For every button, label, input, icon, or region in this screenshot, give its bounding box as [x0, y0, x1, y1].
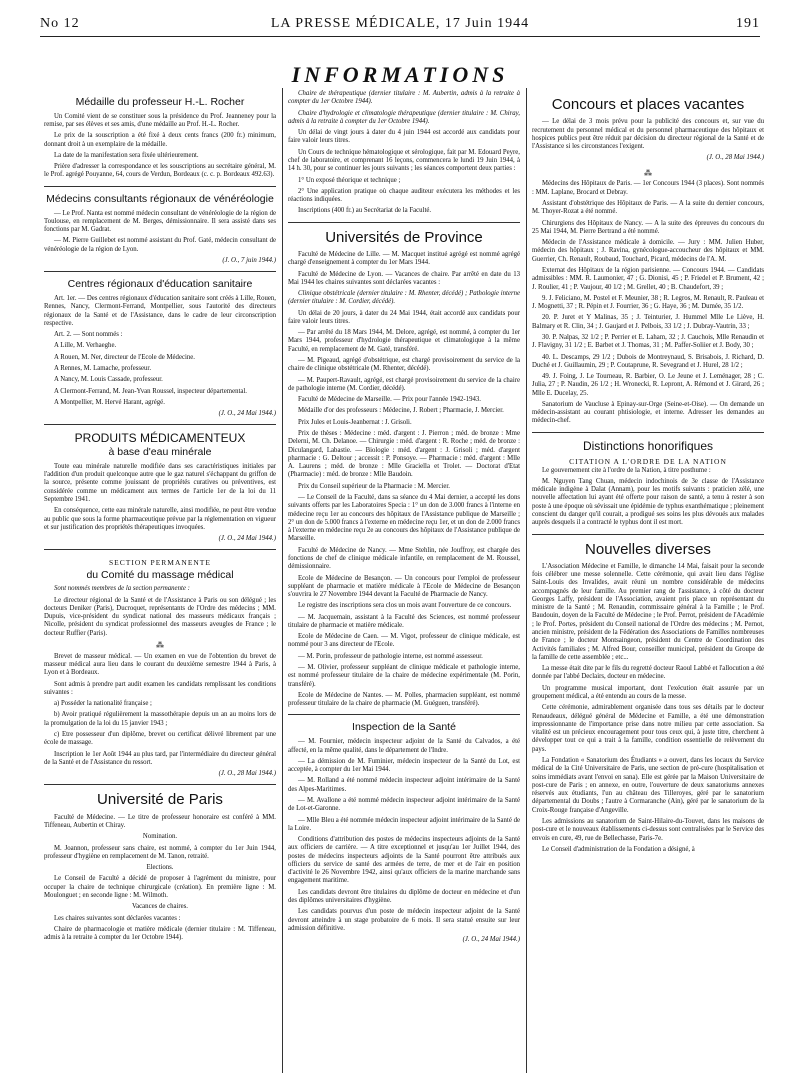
paragraph: 9. J. Feliciano, M. Postel et F. Meunier, 38 ; R. Legros, M. Renault, R. Pauleau et J. Mognetti, 37 ; R. Pépin et J. Fourrier, 36 ; G. Haye, 36 ; M. Dumée, 35 1/2.	[532, 294, 764, 311]
paragraph: Chirurgiens des Hôpitaux de Nancy. — A la suite des épreuves du concours du 25 Mai 1944, M. Pierre Bertrand a été nommé.	[532, 219, 764, 235]
paragraph: — Mlle Bleu a été nommée médecin inspecteur adjoint intérimaire de la Santé de la Loire.	[288, 816, 520, 832]
paragraph: Faculté de Médecine de Marseille. — Prix pour l'année 1942-1943.	[298, 396, 481, 404]
section-universites-province	[288, 229, 520, 709]
divider	[532, 534, 764, 535]
subheading: Vacances de chaires.	[131, 903, 189, 911]
paragraph: Conditions d'attribution des postes de médecins inspecteurs adjoints de la Santé aux officiers de carrière. — A titre exceptionnel et jusqu'au 1er Juillet 1944, des postes de médecins inspecteurs adjoints de la Santé pourront être attribués aux officiers du service de santé des armées de terre, de mer et de l'air en position d'activité le 26 Novembre 1942, ainsi qu'aux officiers de la marine marchande sans engagement maritime.	[288, 836, 520, 885]
section-title: PRODUITS MÉDICAMENTEUX	[74, 431, 246, 446]
paragraph: Médecin de l'Assistance médicale à domicile. — Jury : MM. Julien Huber, médecin des hôpitaux ; J. Ravina, gynécologue-accoucheur des hôpitaux et MM. Guerrier, Ch. Renault, Roubaud, Touchard, Picard, médecins de l'A. M.	[532, 239, 764, 263]
section-distinctions	[532, 439, 764, 528]
paragraph: 30. P. Nalpas, 32 1/2 ; P. Perrier et E. Laham, 32 ; J. Cauchois, Mlle Renaudin et J. Flavigny, 31 1/2 ; E. Barbet et J. Thomas, 31 ; M. Paffer-Soliier et J. Body, 30 ;	[532, 333, 764, 350]
paragraph: M. Joannon, professeur sans chaire, est nommé, à compter du 1er Juin 1944, professeur d'hygiène en remplacement de M. Tanon, retraité.	[44, 844, 276, 860]
separator-stars: ⁂	[644, 168, 652, 178]
paragraph: — M. Jacquemain, assistant à la Faculté des Sciences, est nommé professeur titulaire de pharmacie et matière médicale.	[288, 613, 520, 629]
paragraph: a) Posséder la nationalité française ;	[54, 700, 152, 708]
column-3	[532, 90, 764, 1070]
paragraph: Prière d'adresser la correspondance et les souscriptions au secrétaire général, M. le Prof. agrégé Pouyanne, 64, cours de Verdun, Bordeaux (c. c. p. Bordeaux 492.63).	[44, 163, 276, 179]
paragraph: Assistant d'obstétrique des Hôpitaux de Paris. — A la suite du dernier concours, M. Thoyer-Rozat a été nommé.	[532, 200, 764, 216]
paragraph: L'Association Médecine et Famille, le dimanche 14 Mai, faisait pour la seconde fois célébrer une messe solennelle. Cette cérémonie, qui avait lieu dans l'église Saint-Louis des Invalides, avait réuni un nombre considérable de médecins accompagnés de leur famille. Au premier rang de l'assistance, à côté du docteur Georges Laffy, président de l'Association, avaient pris place un représentant du ministre de la Santé ; M. Renaudin, commissaire général à la Famille ; le Prof. Baudouin, doyen de la Faculté de Médecine ; le Prof. Perrot, président de l'Académie ; le Prof. Portes, président du Conseil national de l'Ordre des médecins ; M. Pernot, ancien ministre, président de la Fédération des Associations de Familles nombreuses de France ; le docteur Montsaingeon, président du Centre de Coordination des Activités familiales ; M. Alfred Bour, conseiller municipal, président du Groupe de la famille de cette assemblée ; etc...	[532, 562, 764, 661]
paragraph: — M. Avallone a été nommé médecin inspecteur adjoint intérimaire de la Santé de Lot-et-Garonne.	[288, 796, 520, 813]
paragraph: Sanatorium de Vaucluse à Epinay-sur-Orge (Seine-et-Oise). — On demande un médecin-assistant au courant phtisiologie, et interne. Adresser les demandes au médecin-chef.	[532, 400, 764, 425]
source-citation: (J. O., 24 Mai 1944.)	[462, 936, 520, 944]
paragraph: 49. J. Foing, J. Le Tourneau, R. Barbier, O. Le Jeune et J. Leménager, 28 ; C. Julia, 27 ; P. Naudin, 26 1/2 ; H. Wronecki, R. Lepront, A. Rémond et J. Girard, 26 ; Mlle E. Ducelay, 25.	[532, 373, 764, 397]
paragraph: Chaire d'hydrologie et climatologie thérapeutique (dernier titulaire : M. Chiray, admis à la retraite à compter du 1er Octobre 1944).	[288, 109, 520, 125]
paragraph: Chaire de thérapeutique (dernier titulaire : M. Aubertin, admis à la retraite à compter du 1er Octobre 1944).	[288, 90, 520, 106]
source-citation: (J. O., 24 Mai 1944.)	[218, 410, 276, 418]
paragraph: Ecole de Médecine de Caen. — M. Vigot, professeur de clinique médicale, est nommé pour 3 ans directeur de l'Ecole.	[288, 633, 520, 649]
paragraph: A Lille, M. Verhaeghe.	[54, 342, 117, 350]
paragraph: A Montpellier, M. Hervé Harant, agrégé.	[54, 398, 165, 406]
page-number: 191	[736, 16, 760, 31]
paragraph: Le gouvernement cite à l'ordre de la Nation, à titre posthume :	[542, 466, 711, 474]
section-concours	[532, 96, 764, 426]
paragraph: Un Cours de technique hématologique et sérologique, fait par M. Edouard Peyre, chef de laboratoire, et comprenant 16 leçons, commencera le lundi 19 Juin 1944, à 14 h. 30, pour se continuer les jours suivants ; les séances comportent deux parties :	[288, 148, 520, 173]
source-citation: (J. O., 28 Mai 1944.)	[706, 154, 764, 162]
section-title: Concours et places vacantes	[551, 96, 745, 113]
paragraph: — M. Olivier, professeur suppléant de clinique médicale et pathologie interne, est nommé professeur titulaire de la chaire de médecine expérimentale (M. Porin, transféré).	[288, 664, 520, 688]
section-produits-medicamenteux	[44, 431, 276, 543]
paragraph: Un délai de vingt jours à dater du 4 juin 1944 est accordé aux candidats pour faire valoir leurs titres.	[288, 129, 520, 145]
source-citation: (J. O., 28 Mai 1944.)	[218, 770, 276, 778]
paragraph: Ecole de Médecine de Besançon. — Un concours pour l'emploi de professeur suppléant de pharmacie et matière médicale à l'Ecole de Médecine de Besançon s'ouvrira le 27 Novembre 1944 devant la Faculté de Pharmacie de Nancy.	[288, 574, 520, 599]
paragraph: Prix de thèses : Médecine : méd. d'argent : J. Pierron ; méd. de bronze : Mme Delerni, M. Ch. Delanoe. — Chirurgie : méd. d'argent : R. Roche ; méd. de bronze : Diculangard, Labastie. — Biologie : méd. d'argent : J. Grisoli ; méd. d'argent pharmacie : G. Deltour ; accessit : P. Ponsoye. — Pharmacie : méd. d'argent : Mlle A. Laurens ; méd. de bronze : Mlle Graciella et Trolet. — Doctorat d'Etat (Pharmacie) : méd. de bronze : Mlle Baudoin.	[288, 430, 520, 479]
section-paris-continued	[288, 90, 520, 216]
paragraph: — Par arrêté du 18 Mars 1944, M. Delore, agrégé, est nommé, à compter du 1er Mars 1944, professeur d'hydrologie thérapeutique et climatologique à la même Faculté, en remplacement de M. Gaté, transféré.	[288, 329, 520, 353]
section-title: du Comité du massage médical	[86, 568, 234, 581]
divider	[44, 186, 276, 187]
divider	[288, 222, 520, 223]
section-inspection-sante	[288, 721, 520, 944]
paragraph: Le registre des inscriptions sera clos un mois avant l'ouverture de ce concours.	[298, 602, 512, 610]
separator-stars: ⁂	[156, 641, 164, 650]
paragraph: A Clermont-Ferrand, M. Jean-Yvan Roussel, inspecteur départemental.	[54, 387, 247, 395]
paragraph: Médecins des Hôpitaux de Paris. — 1er Concours 1944 (3 places). Sont nommés : MM. Laplane, Brocard et Debray.	[532, 180, 764, 196]
section-massage-medical	[44, 558, 276, 778]
paragraph: Cette cérémonie, admirablement organisée dans tous ses détails par le docteur Renaudeaux, délégué général de Médecine et Famille, a été une démonstration impressionnante de l'importance prise dans notre milieu par cette association. Sa vitalité est un précieux encouragement pour tous ceux qui, à juste titre, cherchent à développer tout ce qui a trait à la famille, condition essentielle de relèvement du pays.	[532, 704, 764, 753]
paragraph: Faculté de Médecine de Lyon. — Vacances de chaire. Par arrêté en date du 13 Mai 1944 les chaires suivantes sont déclarées vacantes :	[288, 270, 520, 286]
paragraph: La date de la manifestation sera fixée ultérieurement.	[54, 151, 199, 159]
journal-title-date: LA PRESSE MÉDICALE, 17 Juin 1944	[270, 16, 530, 31]
section-universite-paris	[44, 791, 276, 942]
paragraph: 2° Une application pratique où chaque auditeur exécutera les méthodes et les réactions indiquées.	[288, 187, 520, 204]
section-education-sanitaire	[44, 278, 276, 418]
paragraph: — Le délai de 3 mois prévu pour la publicité des concours et, sur vue du recrutement du personnel médical et du personnel pharmaceutique des hôpitaux et hospices publics peut être réduit par décision du directeur régional de la Santé et de l'Assistance si les circonstances l'exigent.	[532, 118, 764, 151]
paragraph: — M. Porin, professeur de pathologie interne, est nommé assesseur.	[298, 652, 483, 660]
section-subtitle: à base d'eau minérale	[108, 446, 212, 459]
paragraph: Médaille d'or des professeurs : Médecine, J. Robert ; Pharmacie, J. Mercier.	[298, 407, 504, 415]
column-divider	[526, 88, 527, 1073]
paragraph: Art. 1er. — Des centres régionaux d'éducation sanitaire sont créés à Lille, Rouen, Rennes, Nancy, Clermont-Ferrand, Montpellier, sous l'autorité des directeurs régionaux de la Santé et de l'Assistance, dans le cadre de leur circonscription respective.	[44, 295, 276, 327]
paragraph: La messe était dite par le fils du regretté docteur Raoul Labbé et l'allocution a été donnée par l'abbé Declairs, docteur en médecine.	[532, 665, 764, 681]
section-title: Université de Paris	[97, 791, 223, 809]
divider	[44, 784, 276, 785]
paragraph: En conséquence, cette eau minérale naturelle, ainsi modifiée, ne peut être vendue au public que sous la forme pharmaceutique prévue par la réglementation en vigueur et sur justification des propriétés thérapeutiques invoquées.	[44, 507, 276, 531]
paragraph: Ecole de Médecine de Nantes. — M. Polles, pharmacien suppléant, est nommé professeur titulaire de la chaire de pharmacie (M. Guéguen, transféré).	[288, 691, 520, 708]
paragraph: Art. 2. — Sont nommés :	[54, 331, 123, 339]
paragraph: — Le Prof. Nanta est nommé médecin consultant de vénéréologie de la région de Toulouse, en remplacement de M. Berges, démissionnaire. Il sera assisté dans ses fonctions par M. Gadrat.	[44, 209, 276, 234]
paragraph: Les candidats devront être titulaires du diplôme de docteur en médecine et d'un des diplômes universitaires d'hygiène.	[288, 888, 520, 905]
paragraph: — M. Paupert-Ravault, agrégé, est chargé provisoirement du service de la chaire de pathologie interne (M. Cordier, décédé).	[288, 376, 520, 392]
divider	[532, 432, 764, 433]
paragraph: Clinique obstétricale (dernier titulaire : M. Rhenter, décédé) ; Pathologie interne (dernier titulaire : M. Cordier, décédé).	[288, 290, 520, 306]
paragraph: Externat des Hôpitaux de la région parisienne. — Concours 1944. — Candidats admissibles : MM. R. Laumonier, 47 ; G. Dionisi, 45 ; P. Friedel et P. Brument, 42 ; J. Roulier, 41 ; P. Vaujour, 40 1/2 ; M. Grellet, 40 ; B. Chaudefort, 39 ;	[532, 266, 764, 291]
paragraph: Le Conseil d'administration de la Fondation a désigné, à	[542, 845, 695, 853]
masthead: INFORMATIONS	[291, 62, 509, 87]
paragraph: Les candidats pourvus d'un poste de médecin inspecteur adjoint de la Santé devront atteindre à un stage probatoire de 6 mois. Il sera statué ensuite sur leur admission définitive.	[288, 908, 520, 932]
column-2	[288, 90, 520, 1070]
source-citation: (J. O., 7 juin 1944.)	[222, 256, 276, 264]
section-venereologie	[44, 193, 276, 265]
paragraph: La Fondation « Sanatorium des Étudiants » a ouvert, dans les locaux du Service médical de la Cité Universitaire de Paris, une section de pré-cure (hospitalisation et soins immédiats avant l'envoi en sana). Elle est gérée par la Maison Universitaire de post-cure de Paris ; en annexe, en outre, l'ouverture de deux sanatoriums annexes réservés aux étudiants, l'un au château des Tilleroyes, géré par le sanatorium départemental du Doubs ; l'autre à Cormaranche (Ain), géré par le sanatorium de la Croix-Rouge française d'Angeville.	[532, 756, 764, 814]
paragraph: 1° Un exposé théorique et technique ;	[298, 176, 401, 184]
divider	[44, 549, 276, 550]
paragraph: Sont nommés membres de la section permanente :	[54, 585, 190, 593]
paragraph: Toute eau minérale naturelle modifiée dans ses caractéristiques initiales par l'addition d'un produit quelconque autre que le gaz naturel s'échappant du griffon de la source, présente comme jouissant de propriétés curatives ou préventives, est considérée comme un médicament aux termes de l'article 1er de la loi du 11 Septembre 1941.	[44, 462, 276, 503]
paragraph: Brevet de masseur médical. — Un examen en vue de l'obtention du brevet de masseur médical aura lieu dans le courant du deuxième semestre 1944 à Paris, à Lyon et à Bordeaux.	[44, 652, 276, 677]
divider	[44, 424, 276, 425]
paragraph: — M. Rolland a été nommé médecin inspecteur adjoint intérimaire de la Santé des Alpes-Maritimes.	[288, 777, 520, 793]
paragraph: Chaire de pharmacologie et matière médicale (dernier titulaire : M. Tiffeneau, admis à la retraite à compter du 1er Octobre 1944).	[44, 925, 276, 942]
paragraph: Faculté de Médecine de Lille. — M. Macquet institué agrégé est nommé agrégé chargé d'enseignement à compter du 1er Mars 1944.	[288, 250, 520, 267]
paragraph: Faculté de Médecine de Nancy. — Mme Stehlin, née Jouffroy, est chargée des fonctions de chef de clinique médicale infantile, en remplacement de M. Roussel, démissionnaire.	[288, 546, 520, 571]
page-header	[40, 14, 760, 37]
paragraph: A Rouen, M. Ner, directeur de l'Ecole de Médecine.	[54, 353, 195, 361]
section-kicker: CITATION A L'ORDRE DE LA NATION	[569, 457, 727, 467]
section-title: Centres régionaux d'éducation sanitaire	[67, 278, 253, 291]
paragraph: b) Avoir pratiqué régulièrement la massothérapie depuis un an au moins lors de la promulgation de la loi du 15 janvier 1943 ;	[44, 711, 276, 727]
subheading: Elections.	[146, 864, 174, 872]
subheading: Nomination.	[142, 833, 178, 841]
paragraph: — M. Pierre Guillebet est nommé assistant du Prof. Gaté, médecin consultant de vénéréologie de la région de Lyon.	[44, 237, 276, 253]
paragraph: Un programme musical important, dont l'exécution était assurée par un groupement médical, a été entendu au cours de la messe.	[532, 684, 764, 701]
paragraph: Le directeur régional de la Santé et de l'Assistance à Paris ou son délégué ; les docteurs Deniker (Paris), Ducroquet, représentants de l'Ordre des médecins ; MM. Dupuis, vice-président du syndicat national des masseurs médicaux français ; Nicolle, président du syndicat professionnel des masseurs aveugles de France ; le docteur Ruffier (Paris).	[44, 596, 276, 637]
paragraph: — Le Conseil de la Faculté, dans sa séance du 4 Mai dernier, a accepté les dons suivants offerts par les Laboratoires Specia : 1° un don de 3.000 francs à l'interne en médecine reçu 1er au concours des hôpitaux de l'Assistance publique de Marseille ; 2° un don de 5.000 francs à l'externe en médecine reçu 1er, et un don de 2.000 francs à l'externe en médecine reçu 2e au concours des hôpitaux de l'Assistance publique de Marseille.	[288, 493, 520, 543]
paragraph: Un délai de 20 jours, à dater du 24 Mai 1944, était accordé aux candidats pour faire valoir leurs titres.	[288, 309, 520, 325]
paragraph: A Nancy, M. Louis Cassade, professeur.	[54, 376, 163, 384]
paragraph: M. Nguyen Tang Chuan, médecin indochinois de 3e classe de l'Assistance médicale indigène à Dalat (Annam), pour les motifs suivants : praticien zélé, une nouvelle affectation lui ayant été offerte pour raison de santé, a tenu à rester à son poste à une époque où sévissait une épidémie de typhus exanthématique ; pleinement conscient du danger qu'il courait, a prodigué ses soins les plus dévoués aux malades auprès desquels il a contracté le typhus dont il est mort.	[532, 477, 764, 527]
paragraph: Prix Jules et Louis-Jeanbernat : J. Grisoli.	[298, 418, 412, 426]
section-medaille-rocher	[44, 96, 276, 180]
paragraph: Les admissions au sanatorium de Saint-Hilaire-du-Touvet, dans les maisons de post-cure et le nouveaux établissements ci-dessus sont centralisées par le Service des envois en cure, 49, rue de Bellechasse, Paris-7e.	[532, 817, 764, 842]
paragraph: Le Conseil de Faculté a décidé de proposer à l'agrément du ministre, pour occuper la chaire de technique chirurgicale (création). En première ligne : M. Moulonguet ; en seconde ligne : M. Wilmoth.	[44, 875, 276, 899]
paragraph: — M. Pigeaud, agrégé d'obstétrique, est chargé provisoirement du service de la chaire de clinique obstétricale (M. Rhenter, décédé).	[288, 357, 520, 373]
section-title: Distinctions honorifiques	[582, 438, 714, 453]
paragraph: 20. P. Juret et Y Malinas, 35 ; J. Teinturier, J. Hummel Mlle Le Liève, H. Balmary et R. Clin, 34 ; J. Gaujard et J. Pelbois, 33 1/2 ; J. Dubray-Vautrin, 33 ;	[532, 314, 764, 330]
section-title: Universités de Province	[325, 228, 483, 246]
paragraph: 40. L. Descamps, 29 1/2 ; Dubois de Montreynaud, S. Brisabois, J. Richard, D. Duché et J. Guillaumin, 29 ; P. Coutaprune, R. Sevegrand et J. Hurel, 28 1/2 ;	[532, 353, 764, 369]
section-title: Inspection de la Santé	[352, 721, 456, 734]
issue-number: No 12	[40, 16, 80, 31]
section-title: Médaille du professeur H.-L. Rocher	[75, 96, 245, 108]
source-citation: (J. O., 24 Mai 1944.)	[218, 535, 276, 543]
paragraph: Inscriptions (400 fr.) au Secrétariat de la Faculté.	[298, 207, 432, 215]
paragraph: Faculté de Médecine. — Le titre de professeur honoraire est conféré à MM. Tiffeneau, Aubertin et Chiray.	[44, 813, 276, 829]
section-title: Médecins consultants régionaux de vénéréologie	[46, 192, 274, 205]
divider	[288, 714, 520, 715]
paragraph: Le prix de la souscription a été fixé à deux cents francs (200 fr.) minimum, donnant droit à un exemplaire de la médaille.	[44, 132, 276, 148]
column-1	[44, 90, 276, 1070]
paragraph: c) Etre possesseur d'un diplôme, brevet ou certificat délivré librement par une école de massage.	[44, 731, 276, 747]
column-divider	[282, 88, 283, 1073]
section-nouvelles-diverses	[532, 541, 764, 855]
section-title: Nouvelles diverses	[585, 540, 711, 558]
paragraph: — La démission de M. Fuminier, médecin inspecteur de la Santé du Lot, est acceptée, à compter du 1er Mai 1944.	[288, 757, 520, 774]
section-kicker: SECTION PERMANENTE	[109, 558, 211, 568]
paragraph: — M. Fournier, médecin inspecteur adjoint de la Santé du Calvados, a été affecté, en la même qualité, dans le département de l'Indre.	[288, 738, 520, 754]
paragraph: Les chaires suivantes sont déclarées vacantes :	[54, 914, 181, 922]
paragraph: Un Comité vient de se constituer sous la présidence du Prof. Jeanneney pour la remise, par ses élèves et ses amis, d'une médaille au Prof. H.-L. Rocher.	[44, 112, 276, 129]
paragraph: Inscription le 1er Août 1944 au plus tard, par l'intermédiaire du directeur général de la Santé et de l'Assistance du ressort.	[44, 750, 276, 766]
paragraph: Sont admis à prendre part audit examen les candidats remplissant les conditions suivantes :	[44, 680, 276, 696]
divider	[44, 271, 276, 272]
paragraph: A Rennes, M. Lamache, professeur.	[54, 365, 152, 373]
paragraph: Prix du Conseil supérieur de la Pharmacie : M. Mercier.	[298, 482, 450, 490]
